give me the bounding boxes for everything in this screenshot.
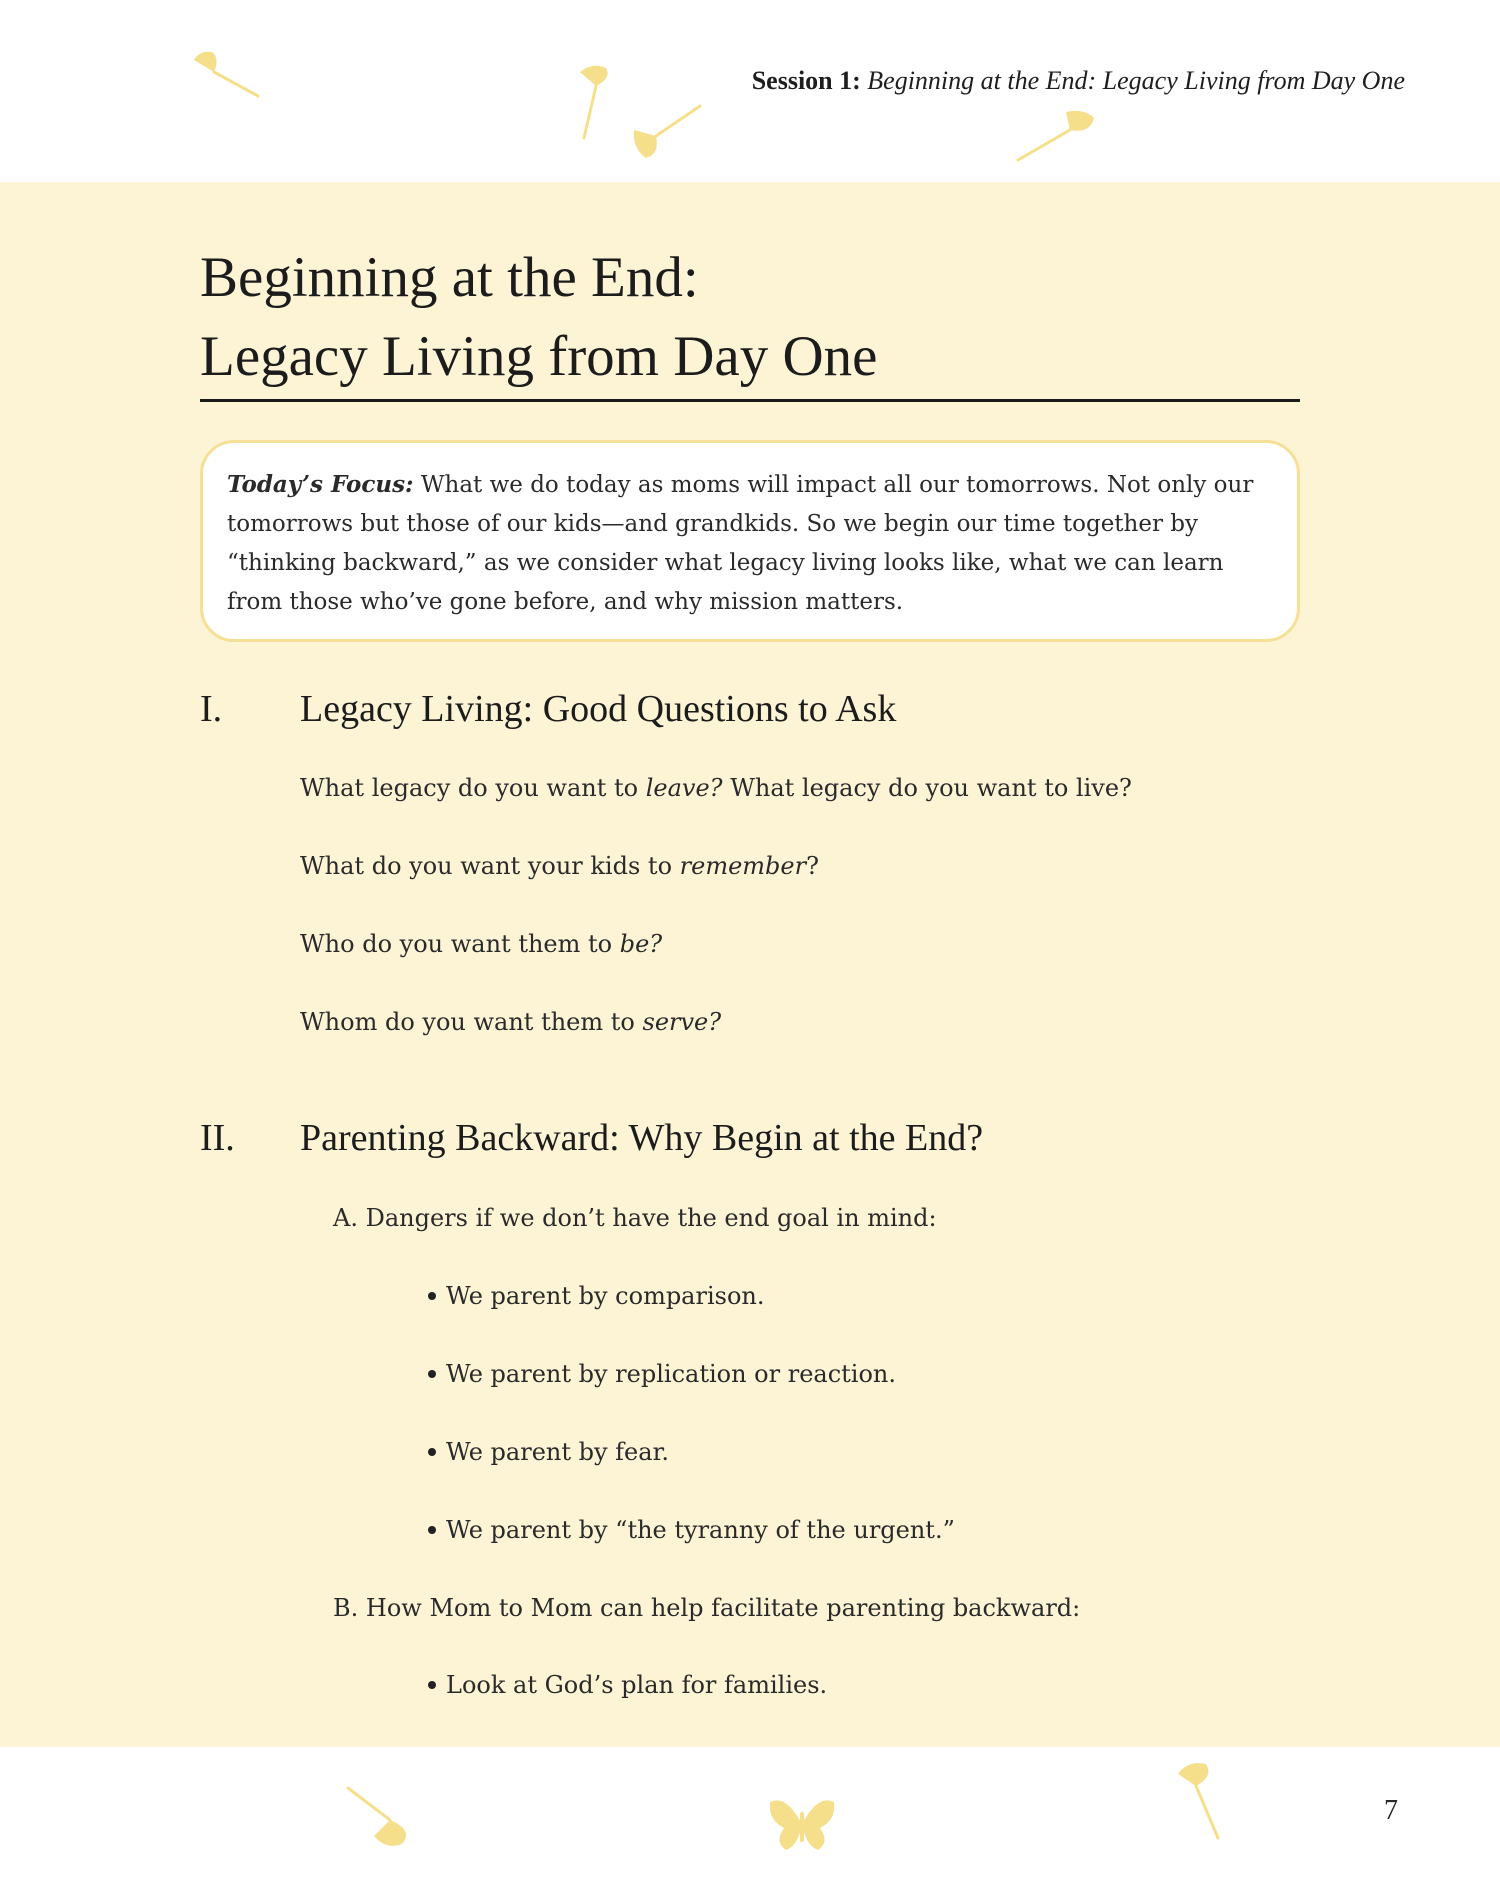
question-text: What do you want your kids to [300, 852, 680, 880]
legacy-question [300, 1005, 721, 1039]
bullet-icon [428, 1370, 436, 1378]
session-title: Beginning at the End: Legacy Living from Day One [867, 66, 1405, 95]
todays-focus-box [200, 440, 1300, 642]
bullet-icon [428, 1681, 436, 1689]
section-heading [200, 1113, 1300, 1163]
seed-decoration-icon [1012, 110, 1096, 166]
question-emphasis: be? [619, 930, 663, 958]
focus-text: What we do today as moms will impact all our tomorrows. Not only our tomorrows but those of our kids—and grandkids. So we begin our time together by “thinking backward,” as we consider what legacy living looks like, what we can learn from those who’ve gone before, and why mission matters. [227, 472, 1254, 615]
page-title-line-2: Legacy Living from Day One [200, 325, 878, 388]
subsection-label: A. Dangers if we don’t have the end goal in mind: [333, 1204, 937, 1232]
question-text: What legacy do you want to [300, 774, 646, 802]
question-emphasis: serve? [642, 1008, 722, 1036]
bullet-item [428, 1279, 765, 1313]
section-title: Legacy Living: Good Questions to Ask [300, 688, 897, 730]
seed-decoration-icon [572, 64, 622, 144]
seed-decoration-icon [190, 48, 270, 108]
question-emphasis: leave? [645, 774, 723, 802]
legacy-question [300, 849, 819, 883]
bullet-text: We parent by comparison. [446, 1282, 765, 1310]
question-text: ? [806, 852, 819, 880]
bullet-item [428, 1357, 896, 1391]
legacy-question [300, 927, 662, 961]
page-title [200, 238, 1300, 396]
bullet-icon [428, 1526, 436, 1534]
session-label: Session 1: [751, 66, 861, 95]
section-title: Parenting Backward: Why Begin at the End? [300, 1117, 984, 1159]
question-emphasis: remember [679, 852, 807, 880]
bullet-icon [428, 1448, 436, 1456]
bullet-text: We parent by replication or reaction. [446, 1360, 896, 1388]
seed-decoration-icon [1170, 1760, 1230, 1844]
question-text: Who do you want them to [300, 930, 620, 958]
seed-decoration-icon [626, 100, 706, 164]
bullet-text: We parent by “the tyranny of the urgent.” [446, 1516, 955, 1544]
section-number: II. [200, 1117, 235, 1159]
section-number: I. [200, 688, 223, 730]
question-text: What legacy do you want to live? [722, 774, 1132, 802]
question-text: Whom do you want them to [300, 1008, 643, 1036]
page-title-line-1: Beginning at the End: [200, 246, 699, 309]
bullet-item [428, 1435, 669, 1469]
legacy-question [300, 771, 1132, 805]
bullet-text: Look at God’s plan for families. [446, 1671, 828, 1699]
bullet-icon [428, 1292, 436, 1300]
subsection-label: B. How Mom to Mom can help facilitate parenting backward: [333, 1594, 1081, 1622]
title-divider [200, 399, 1300, 402]
section-heading [200, 684, 1300, 734]
bullet-text: We parent by fear. [446, 1438, 670, 1466]
focus-label: Today’s Focus: [227, 471, 414, 498]
bullet-item [428, 1513, 955, 1547]
seed-decoration-icon [344, 1784, 414, 1850]
running-header [752, 66, 1405, 96]
page-number: 7 [1384, 1795, 1398, 1826]
butterfly-icon [766, 1790, 838, 1854]
bullet-item [428, 1668, 827, 1702]
